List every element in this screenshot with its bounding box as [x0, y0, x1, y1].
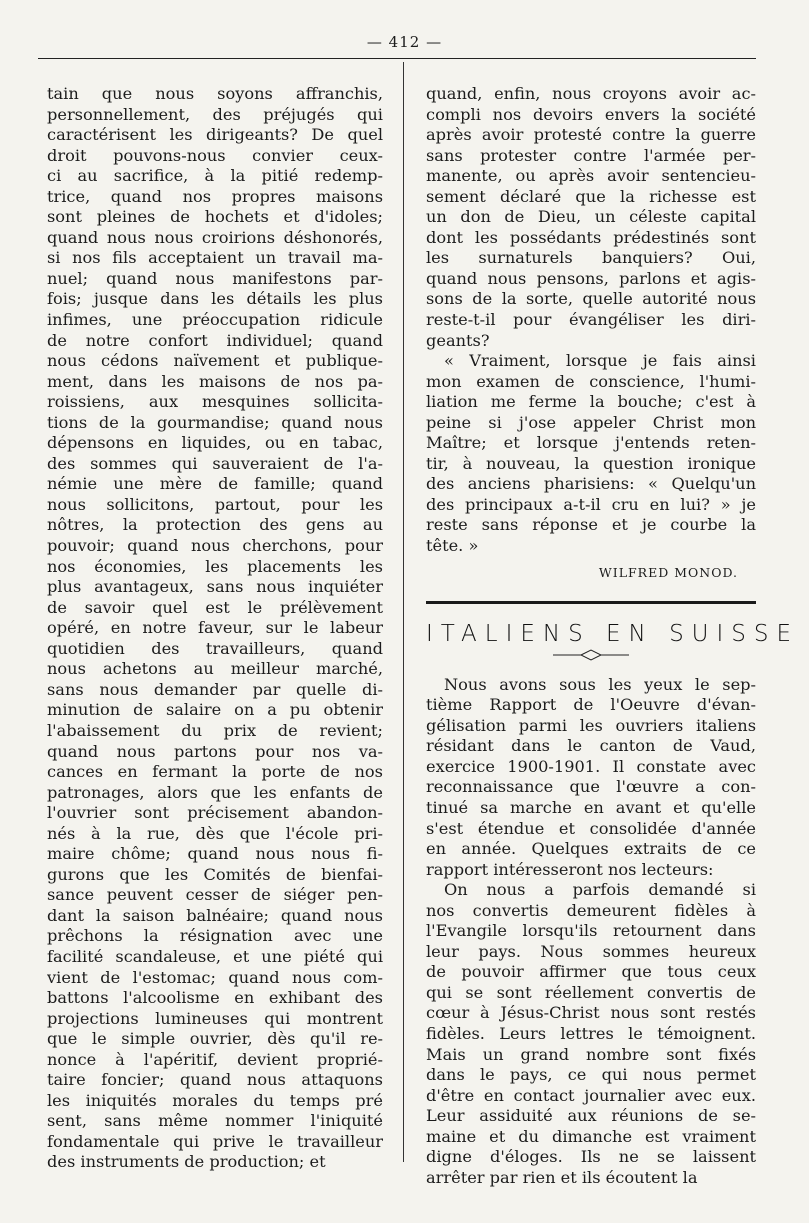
text-line: maine et du dimanche est vraiment	[426, 1126, 756, 1146]
text-line: maire chôme; quand nous nous fi-	[47, 844, 383, 864]
text-line: nôtres, la protection des gens au	[47, 515, 383, 535]
text-line: infimes, une préoccupation ridicule	[47, 310, 383, 330]
text-line: reste-t-il pour évangéliser les diri-	[426, 310, 756, 330]
text-line: pouvoir; quand nous cherchons, pour	[47, 536, 383, 556]
article-paragraph-2	[426, 880, 756, 1188]
article-paragraph-1	[426, 675, 756, 880]
text-line: fondamentale qui prive le travailleur	[47, 1131, 383, 1151]
text-line: d'être en contact journalier avec eux.	[426, 1085, 756, 1105]
column-divider	[403, 62, 404, 1162]
text-line: tions de la gourmandise; quand nous	[47, 412, 383, 432]
text-line: liation me ferme la bouche; c'est à	[426, 392, 756, 412]
text-line: qui se sont réellement convertis de	[426, 982, 756, 1002]
text-line: sent, sans même nommer l'iniquité	[47, 1111, 383, 1131]
text-line: quand, enfin, nous croyons avoir ac-	[426, 84, 756, 103]
right-column	[426, 84, 800, 1188]
text-line: dans le pays, ce qui nous permet	[426, 1065, 756, 1085]
text-line: l'ouvrier sont précisement abandon-	[47, 803, 383, 823]
text-line: tinué sa marche en avant et qu'elle	[426, 797, 756, 817]
text-line: ment, dans les maisons de nos pa-	[47, 371, 383, 391]
text-line: caractérisent les dirigeants? De quel	[47, 125, 383, 145]
text-line: sement déclaré que la richesse est	[426, 186, 756, 206]
text-line: l'abaissement du prix de revient;	[47, 720, 383, 740]
text-line: résidant dans le canton de Vaud,	[426, 736, 756, 756]
text-line: quand nous nous croirions déshonorés,	[47, 227, 383, 247]
text-line: geants?	[426, 330, 490, 350]
text-line: manente, ou après avoir sentencieu-	[426, 166, 756, 186]
text-line: des instruments de production; et	[47, 1152, 326, 1172]
text-line: On nous a parfois demandé si	[444, 880, 756, 900]
text-line: dant la saison balnéaire; quand nous	[47, 905, 383, 925]
text-line: exercice 1900-1901. Il constate avec	[426, 756, 756, 776]
text-line: quotidien des travailleurs, quand	[47, 638, 383, 658]
text-line: vient de l'estomac; quand nous com-	[47, 967, 383, 987]
text-line: les surnaturels banquiers? Oui,	[426, 248, 756, 268]
text-line: fidèles. Leurs lettres le témoignent.	[426, 1023, 756, 1043]
text-line: tain que nous soyons affranchis,	[47, 84, 383, 103]
text-line: si nos fils acceptaient un travail ma-	[47, 248, 383, 268]
text-line: trice, quand nos propres maisons	[47, 186, 383, 206]
text-line: nuel; quand nous manifestons par-	[47, 268, 383, 288]
text-line: de savoir quel est le prélèvement	[47, 597, 383, 617]
text-line: arrêter par rien et ils écoutent la	[426, 1167, 698, 1187]
text-line: nous sollicitons, partout, pour les	[47, 494, 383, 514]
text-line: l'Evangile lorsqu'ils retournent dans	[426, 921, 756, 941]
text-line: rapport intéresseront nos lecteurs:	[426, 859, 714, 879]
text-line: leur pays. Nous sommes heureux	[426, 941, 756, 961]
text-line: cances en fermant la porte de nos	[47, 762, 383, 782]
left-column	[47, 84, 383, 1173]
text-line: de pouvoir affirmer que tous ceux	[426, 962, 756, 982]
text-line: nés à la rue, dès que l'école pri-	[47, 823, 383, 843]
section-title: ITALIENS EN SUISSE	[426, 621, 800, 648]
text-line: tième Rapport de l'Oeuvre d'évan-	[426, 695, 756, 715]
quote-paragraph	[426, 351, 756, 556]
text-line: taire foncier; quand nous attaquons	[47, 1070, 383, 1090]
text-line: gélisation parmi les ouvriers italiens	[426, 715, 756, 735]
text-line: sans nous demander par quelle di-	[47, 679, 383, 699]
text-line: projections lumineuses qui montrent	[47, 1008, 383, 1028]
text-line: sont pleines de hochets et d'idoles;	[47, 207, 383, 227]
text-line: némie une mère de famille; quand	[47, 474, 383, 494]
header-rule	[38, 58, 756, 59]
text-line: nos convertis demeurent fidèles à	[426, 900, 756, 920]
text-line: nous achetons au meilleur marché,	[47, 659, 383, 679]
text-line: ci au sacrifice, à la pitié redemp-	[47, 166, 383, 186]
text-line: sans protester contre l'armée per-	[426, 145, 756, 165]
section-separator-rule	[426, 601, 756, 604]
text-line: les iniquités morales du temps pré	[47, 1090, 383, 1110]
text-line: s'est étendue et consolidée d'année	[426, 818, 756, 838]
text-line: en année. Quelques extraits de ce	[426, 839, 756, 859]
text-line: des sommes qui sauveraient de l'a-	[47, 453, 383, 473]
text-line: opéré, en notre faveur, sur le labeur	[47, 618, 383, 638]
text-line: dont les possédants prédestinés sont	[426, 227, 756, 247]
text-line: Mais un grand nombre sont fixés	[426, 1044, 756, 1064]
text-line: sance peuvent cesser de siéger pen-	[47, 885, 383, 905]
text-line: nos économies, les placements les	[47, 556, 383, 576]
text-line: que le simple ouvrier, dès qu'il re-	[47, 1029, 383, 1049]
text-line: Leur assiduité aux réunions de se-	[426, 1106, 756, 1126]
text-line: « Vraiment, lorsque je fais ainsi	[444, 351, 756, 371]
text-line: mon examen de conscience, l'humi-	[426, 371, 756, 391]
text-line: roissiens, aux mesquines sollicita-	[47, 392, 383, 412]
text-line: reste sans réponse et je courbe la	[426, 515, 756, 535]
text-line: cœur à Jésus-Christ nous sont restés	[426, 1003, 756, 1023]
text-line: patronages, alors que les enfants de	[47, 782, 383, 802]
text-line: tir, à nouveau, la question ironique	[426, 453, 756, 473]
text-line: prêchons la résignation avec une	[47, 926, 383, 946]
text-line: personnellement, des préjugés qui	[47, 104, 383, 124]
text-line: après avoir protesté contre la guerre	[426, 125, 756, 145]
ornamental-divider-icon	[426, 647, 756, 661]
text-line: de notre confort individuel; quand	[47, 330, 383, 350]
text-line: fois; jusque dans les détails les plus	[47, 289, 383, 309]
text-line: nous cédons naïvement et publique-	[47, 351, 383, 371]
right-column-top-text	[426, 84, 756, 351]
text-line: compli nos devoirs envers la société	[426, 104, 756, 124]
text-line: reconnaissance que l'œuvre a con-	[426, 777, 756, 797]
text-line: quand nous pensons, parlons et agis-	[426, 268, 756, 288]
text-line: gurons que les Comités de bienfai-	[47, 864, 383, 884]
text-line: tête. »	[426, 536, 479, 556]
text-line: battons l'alcoolisme en exhibant des	[47, 988, 383, 1008]
text-line: digne d'éloges. Ils ne se laissent	[426, 1147, 756, 1167]
text-line: quand nous partons pour nos va-	[47, 741, 383, 761]
text-line: plus avantageux, sans nous inquiéter	[47, 577, 383, 597]
page-number: — 412 —	[366, 33, 443, 51]
text-line: des anciens pharisiens: « Quelqu'un	[426, 474, 756, 494]
text-line: sons de la sorte, quelle autorité nous	[426, 289, 756, 309]
text-line: minution de salaire on a pu obtenir	[47, 700, 383, 720]
text-line: droit pouvons-nous convier ceux-	[47, 145, 383, 165]
text-line: des principaux a-t-il cru en lui? » je	[426, 494, 756, 514]
text-line: un don de Dieu, un céleste capital	[426, 207, 756, 227]
text-line: Nous avons sous les yeux le sep-	[444, 674, 756, 694]
author-signature: WILFRED MONOD.	[598, 564, 738, 580]
text-line: nonce à l'apéritif, devient proprié-	[47, 1049, 383, 1069]
left-column-text	[47, 84, 383, 1173]
text-line: facilité scandaleuse, et une piété qui	[47, 946, 383, 966]
text-line: dépensons en liquides, ou en tabac,	[47, 433, 383, 453]
text-line: Maître; et lorsque j'entends reten-	[426, 433, 756, 453]
text-line: peine si j'ose appeler Christ mon	[426, 412, 756, 432]
